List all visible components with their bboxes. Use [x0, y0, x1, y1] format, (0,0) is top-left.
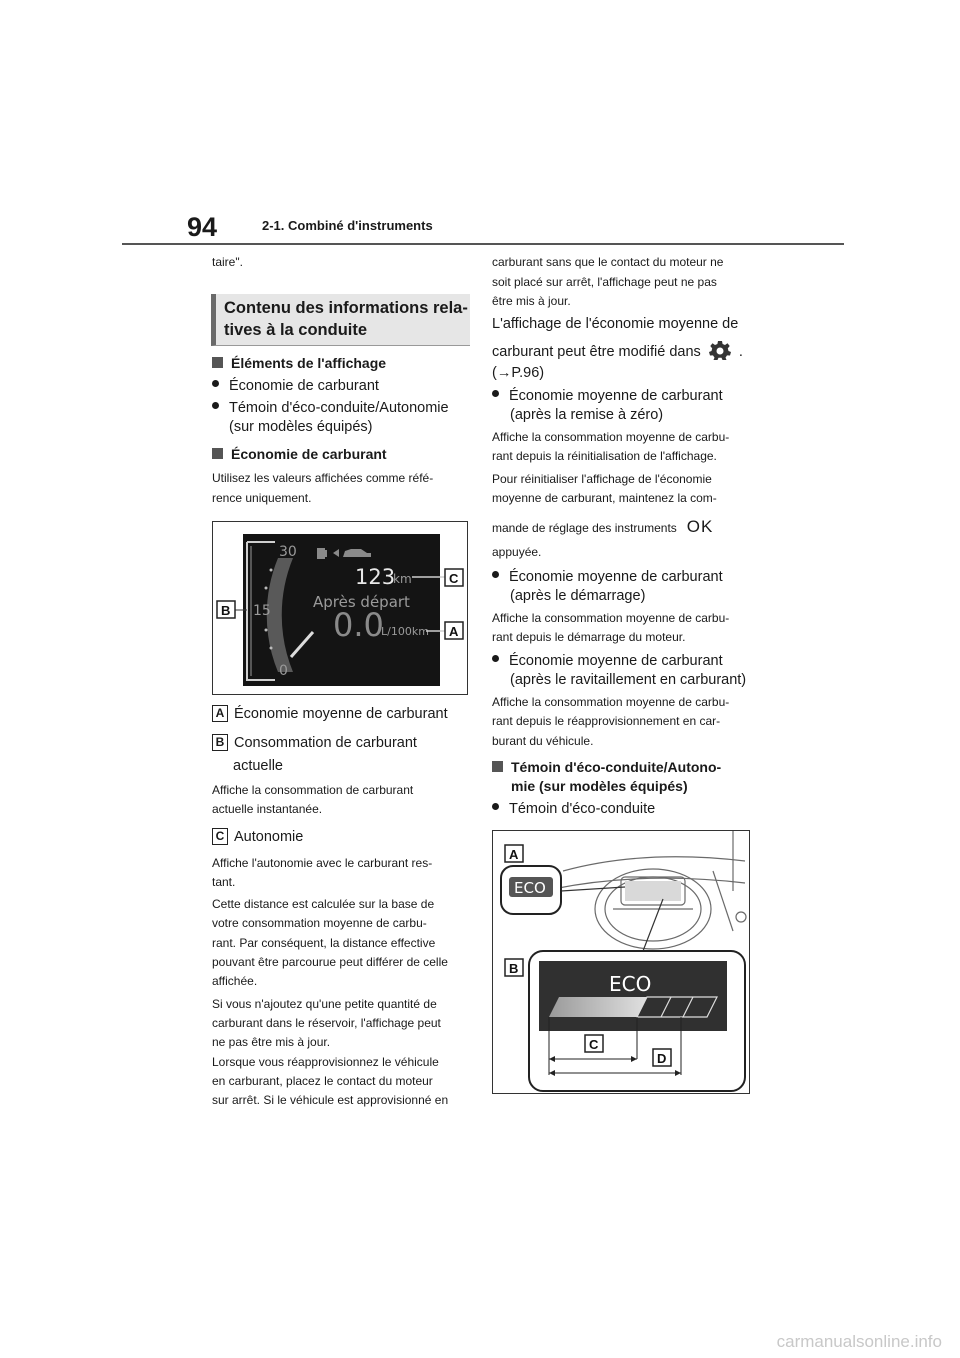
right-line4: L'affichage de l'économie moyenne de [492, 316, 739, 332]
legend-c-label: C [212, 828, 228, 845]
callout-d: D [657, 1051, 667, 1066]
bullet-icon [492, 655, 499, 662]
c-desc-line8: Si vous n'ajoutez qu'une petite quantité de [212, 997, 437, 1011]
chapter-title: 2-1. Combiné d'instruments [262, 218, 433, 233]
c-desc-line11: Lorsque vous réapprovisionnez le véhicule [212, 1055, 439, 1069]
eco-indicator-figure [492, 830, 750, 1094]
elements-heading: Éléments de l'affichage [212, 353, 386, 373]
c-desc-line12: en carburant, placez le contact du moteur [212, 1074, 433, 1088]
bullet-icon [492, 803, 499, 810]
reset-desc1: Affiche la consommation moyenne de carbu- [492, 430, 730, 444]
section-heading-line1: Contenu des informations rela- [224, 299, 468, 317]
avg-unit: L/100km [381, 625, 429, 638]
page-reference-link[interactable]: (→P.96) [492, 365, 545, 381]
start-desc1: Affiche la consommation moyenne de carbu- [492, 611, 730, 625]
legend-b-cont: actuelle [233, 758, 283, 774]
c-desc-line13: sur arrêt. Si le véhicule est approvisionné en [212, 1093, 449, 1107]
square-bullet-icon [212, 448, 223, 459]
right-line5: carburant peut être modifié dans . [492, 340, 743, 362]
reset-desc2: rant depuis la réinitialisation de l'affichage. [492, 449, 717, 463]
callout-b: B [221, 603, 231, 618]
avg-value: 0.0 [333, 606, 384, 644]
intro-line1: Utilisez les valeurs affichées comme réfé- [212, 471, 434, 485]
callout-a: A [449, 624, 459, 639]
c-desc-line3: Cette distance est calculée sur la base de [212, 897, 435, 911]
bullet-eco-indicator-light: Témoin d'éco-conduite [492, 799, 655, 819]
bullet-fuel-economy: Économie de carburant [212, 376, 379, 396]
eco-indicator-heading-cont: mie (sur modèles équipés) [511, 778, 688, 794]
bullet-icon [212, 380, 219, 387]
legend-a-label: A [212, 705, 228, 722]
bullet-eco-indicator: Témoin d'éco-conduite/Autonomie [212, 398, 449, 418]
square-bullet-icon [492, 761, 503, 772]
refuel-desc3: burant du véhicule. [492, 734, 594, 748]
start-desc2: rant depuis le démarrage du moteur. [492, 630, 686, 644]
right-line2: soit placé sur arrêt, l'affichage peut ne pas [492, 275, 717, 289]
c-desc-line6: pouvant être parcourue peut différer de celle [212, 955, 448, 969]
callout-c: C [589, 1037, 599, 1052]
c-desc-line9: carburant dans le réservoir, l'affichage peut [212, 1016, 441, 1030]
bullet-icon [212, 402, 219, 409]
eco-indicator-illustration [493, 831, 751, 1095]
after-start-label: Après départ [313, 593, 410, 611]
fuel-economy-heading: Économie de carburant [212, 444, 387, 464]
bullet-avg-after-start-cont: (après le démarrage) [510, 588, 646, 604]
gauge-label-0: 0 [279, 663, 288, 679]
callout-b: B [509, 961, 519, 976]
c-desc-line5: rant. Par conséquent, la distance effective [212, 936, 436, 950]
eco-indicator-heading: Témoin d'éco-conduite/Autono- [492, 757, 721, 777]
bullet-avg-after-reset-cont: (après la remise à zéro) [510, 407, 664, 423]
bullet-avg-after-refuel: Économie moyenne de carburant [492, 651, 723, 671]
refuel-desc2: rant depuis le réapprovisionnement en car- [492, 714, 721, 728]
bullet-avg-after-refuel-cont: (après le ravitaillement en carburant) [510, 672, 747, 688]
range-unit: km [393, 572, 412, 586]
lead-text: taire". [212, 255, 243, 269]
range-value: 123 [355, 565, 396, 589]
c-desc-line2: tant. [212, 875, 236, 889]
legend-b: B Consommation de carburant [212, 733, 417, 753]
legend-c: C Autonomie [212, 827, 303, 847]
c-desc-line1: Affiche l'autonomie avec le carburant res- [212, 856, 433, 870]
c-desc-line4: votre consommation moyenne de carbu- [212, 916, 427, 930]
intro-line2: rence uniquement. [212, 491, 312, 505]
eco-zone-bar [549, 997, 647, 1017]
eco-small-label: ECO [514, 879, 546, 897]
bullet-avg-after-reset: Économie moyenne de carburant [492, 386, 723, 406]
eco-big-label: ECO [609, 972, 652, 996]
ok-button-icon: OK [686, 517, 714, 536]
reset-desc5: mande de réglage des instruments OK [492, 517, 714, 536]
gear-icon [709, 340, 731, 360]
gauge-label-15: 15 [253, 603, 271, 619]
b-desc-line2: actuelle instantanée. [212, 802, 323, 816]
b-desc-line1: Affiche la consommation de carburant [212, 783, 414, 797]
right-line3: être mis à jour. [492, 294, 571, 308]
meter-display [625, 881, 681, 901]
bullet-icon [492, 390, 499, 397]
refuel-desc1: Affiche la consommation moyenne de carbu- [492, 695, 730, 709]
section-heading-line2: tives à la conduite [224, 321, 368, 339]
header-rule [122, 243, 844, 245]
callout-c: C [449, 571, 459, 586]
bullet-eco-indicator-cont: (sur modèles équipés) [229, 419, 373, 435]
section-heading-box [211, 294, 470, 346]
c-desc-line10: ne pas être mis à jour. [212, 1035, 331, 1049]
fuel-display-figure [212, 521, 468, 695]
square-bullet-icon [212, 357, 223, 368]
legend-b-label: B [212, 734, 228, 751]
bullet-avg-after-start: Économie moyenne de carburant [492, 567, 723, 587]
bullet-icon [492, 571, 499, 578]
page-number: 94 [187, 212, 218, 242]
right-line1: carburant sans que le contact du moteur ne [492, 255, 724, 269]
gauge-label-30: 30 [279, 544, 297, 560]
reset-desc6: appuyée. [492, 545, 542, 559]
callout-a: A [509, 847, 519, 862]
legend-a: A Économie moyenne de carburant [212, 704, 448, 724]
reset-desc3: Pour réinitialiser l'affichage de l'économie [492, 472, 712, 486]
watermark: carmanualsonline.info [776, 1332, 942, 1351]
reset-desc4: moyenne de carburant, maintenez la com- [492, 491, 717, 505]
fuel-display-illustration [213, 522, 469, 696]
c-desc-line7: affichée. [212, 974, 258, 988]
